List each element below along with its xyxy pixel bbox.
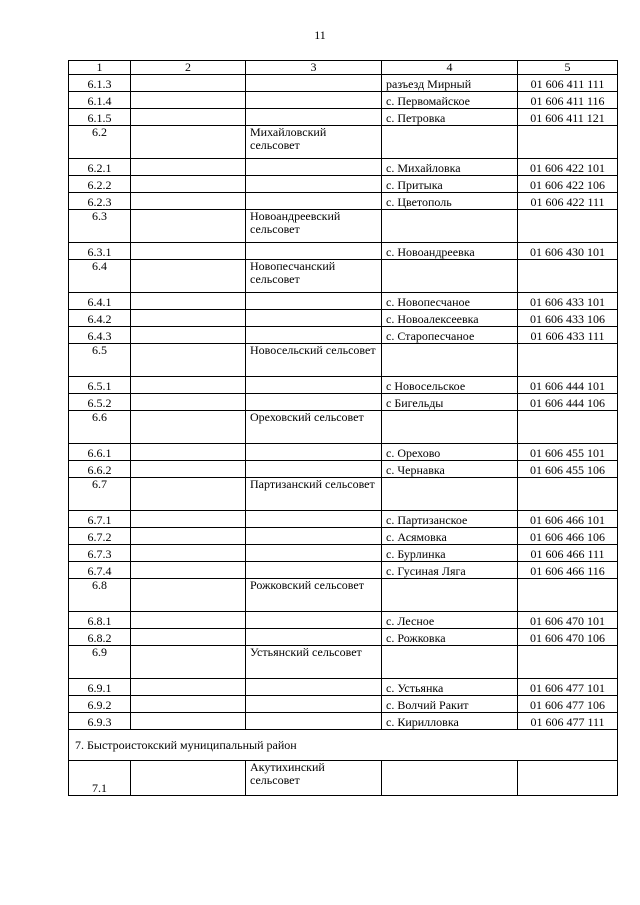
cell-empty bbox=[246, 75, 382, 92]
oktmo-code: 01 606 430 101 bbox=[518, 243, 618, 260]
cell-empty bbox=[131, 310, 246, 327]
table-body bbox=[69, 75, 618, 796]
table-row bbox=[69, 344, 618, 377]
oktmo-code: 01 606 477 106 bbox=[518, 696, 618, 713]
cell-empty bbox=[131, 545, 246, 562]
table-row bbox=[69, 293, 618, 310]
cell-empty bbox=[131, 327, 246, 344]
column-header-5: 5 bbox=[518, 61, 618, 75]
cell-empty bbox=[131, 377, 246, 394]
row-number: 6.7 bbox=[69, 478, 131, 511]
cell-empty bbox=[246, 679, 382, 696]
cell-empty bbox=[246, 377, 382, 394]
row-number: 6.2.2 bbox=[69, 176, 131, 193]
cell-empty bbox=[246, 461, 382, 478]
cell-empty bbox=[246, 528, 382, 545]
settlement-name: с. Рожковка bbox=[382, 629, 518, 646]
table-row bbox=[69, 696, 618, 713]
table-row bbox=[69, 210, 618, 243]
oktmo-code: 01 606 433 101 bbox=[518, 293, 618, 310]
cell-empty bbox=[246, 545, 382, 562]
oktmo-code: 01 606 470 106 bbox=[518, 629, 618, 646]
cell-empty bbox=[131, 679, 246, 696]
district-heading: 7. Быстроистокский муниципальный район bbox=[69, 730, 618, 761]
cell-empty bbox=[131, 126, 246, 159]
cell-empty bbox=[518, 126, 618, 159]
settlement-name: с. Чернавка bbox=[382, 461, 518, 478]
table-row bbox=[69, 243, 618, 260]
row-number: 6.8 bbox=[69, 579, 131, 612]
table-row bbox=[69, 679, 618, 696]
cell-empty bbox=[131, 394, 246, 411]
table-row bbox=[69, 176, 618, 193]
council-name: Ореховский сельсовет bbox=[246, 411, 382, 444]
row-number: 6.4.1 bbox=[69, 293, 131, 310]
cell-empty bbox=[382, 646, 518, 679]
table-row bbox=[69, 461, 618, 478]
row-number: 6.6.2 bbox=[69, 461, 131, 478]
cell-empty bbox=[518, 411, 618, 444]
table-row bbox=[69, 109, 618, 126]
cell-empty bbox=[382, 344, 518, 377]
table-row bbox=[69, 193, 618, 210]
cell-empty bbox=[131, 75, 246, 92]
council-name: Новопесчанский сельсовет bbox=[246, 260, 382, 293]
column-header-3: 3 bbox=[246, 61, 382, 75]
table-row bbox=[69, 260, 618, 293]
cell-empty bbox=[246, 612, 382, 629]
cell-empty bbox=[131, 713, 246, 730]
oktmo-code: 01 606 433 111 bbox=[518, 327, 618, 344]
cell-empty bbox=[246, 109, 382, 126]
settlement-name: с. Бурлинка bbox=[382, 545, 518, 562]
column-header-1: 1 bbox=[69, 61, 131, 75]
column-header-2: 2 bbox=[131, 61, 246, 75]
settlement-name: с. Орехово bbox=[382, 444, 518, 461]
cell-empty bbox=[131, 562, 246, 579]
cell-empty bbox=[382, 411, 518, 444]
oktmo-code: 01 606 444 106 bbox=[518, 394, 618, 411]
row-number: 6.9.1 bbox=[69, 679, 131, 696]
cell-empty bbox=[246, 243, 382, 260]
council-name: Михайловский сельсовет bbox=[246, 126, 382, 159]
cell-empty bbox=[518, 761, 618, 796]
settlement-name: с. Цветополь bbox=[382, 193, 518, 210]
cell-empty bbox=[246, 629, 382, 646]
council-name: Акутихинский сельсовет bbox=[246, 761, 382, 796]
row-number: 6.9.2 bbox=[69, 696, 131, 713]
oktmo-code: 01 606 422 106 bbox=[518, 176, 618, 193]
row-number: 6.7.4 bbox=[69, 562, 131, 579]
cell-empty bbox=[382, 579, 518, 612]
row-number: 6.7.2 bbox=[69, 528, 131, 545]
council-name: Устьянский сельсовет bbox=[246, 646, 382, 679]
table-row bbox=[69, 327, 618, 344]
row-number: 6.5 bbox=[69, 344, 131, 377]
row-number: 6.2.3 bbox=[69, 193, 131, 210]
table-row bbox=[69, 562, 618, 579]
cell-empty bbox=[246, 713, 382, 730]
settlement-name: с. Гусиная Ляга bbox=[382, 562, 518, 579]
oktmo-code: 01 606 455 106 bbox=[518, 461, 618, 478]
table-row bbox=[69, 310, 618, 327]
settlement-name: с. Асямовка bbox=[382, 528, 518, 545]
row-number: 6.8.2 bbox=[69, 629, 131, 646]
row-number: 6.1.5 bbox=[69, 109, 131, 126]
table-row bbox=[69, 761, 618, 796]
settlement-name: с. Новоалексеевка bbox=[382, 310, 518, 327]
table-row bbox=[69, 377, 618, 394]
cell-empty bbox=[246, 310, 382, 327]
oktmo-code: 01 606 470 101 bbox=[518, 612, 618, 629]
oktmo-code: 01 606 422 111 bbox=[518, 193, 618, 210]
council-name: Новоандреевский сельсовет bbox=[246, 210, 382, 243]
cell-empty bbox=[518, 646, 618, 679]
row-number: 6.7.1 bbox=[69, 511, 131, 528]
settlement-name: с. Новопесчаное bbox=[382, 293, 518, 310]
oktmo-code: 01 606 433 106 bbox=[518, 310, 618, 327]
column-header-4: 4 bbox=[382, 61, 518, 75]
classifier-table bbox=[68, 60, 618, 796]
cell-empty bbox=[382, 210, 518, 243]
cell-empty bbox=[518, 210, 618, 243]
settlement-name: с. Волчий Ракит bbox=[382, 696, 518, 713]
cell-empty bbox=[382, 478, 518, 511]
row-number: 6.2 bbox=[69, 126, 131, 159]
cell-empty bbox=[382, 260, 518, 293]
row-number: 6.3.1 bbox=[69, 243, 131, 260]
row-number: 7.1 bbox=[69, 761, 131, 796]
table-row bbox=[69, 646, 618, 679]
cell-empty bbox=[246, 562, 382, 579]
cell-empty bbox=[246, 511, 382, 528]
oktmo-code: 01 606 411 121 bbox=[518, 109, 618, 126]
settlement-name: разъезд Мирный bbox=[382, 75, 518, 92]
oktmo-code: 01 606 444 101 bbox=[518, 377, 618, 394]
cell-empty bbox=[131, 260, 246, 293]
cell-empty bbox=[246, 159, 382, 176]
cell-empty bbox=[131, 344, 246, 377]
row-number: 6.1.3 bbox=[69, 75, 131, 92]
oktmo-code: 01 606 466 101 bbox=[518, 511, 618, 528]
cell-empty bbox=[518, 478, 618, 511]
cell-empty bbox=[246, 327, 382, 344]
settlement-name: с Бигельды bbox=[382, 394, 518, 411]
cell-empty bbox=[131, 176, 246, 193]
row-number: 6.6 bbox=[69, 411, 131, 444]
cell-empty bbox=[131, 293, 246, 310]
cell-empty bbox=[131, 511, 246, 528]
oktmo-code: 01 606 466 116 bbox=[518, 562, 618, 579]
council-name: Рожковский сельсовет bbox=[246, 579, 382, 612]
cell-empty bbox=[246, 92, 382, 109]
oktmo-code: 01 606 477 101 bbox=[518, 679, 618, 696]
cell-empty bbox=[131, 444, 246, 461]
row-number: 6.6.1 bbox=[69, 444, 131, 461]
table-row bbox=[69, 612, 618, 629]
cell-empty bbox=[131, 696, 246, 713]
table-row bbox=[69, 730, 618, 761]
row-number: 6.4 bbox=[69, 260, 131, 293]
settlement-name: с Новосельское bbox=[382, 377, 518, 394]
row-number: 6.4.2 bbox=[69, 310, 131, 327]
settlement-name: с. Первомайское bbox=[382, 92, 518, 109]
table-row bbox=[69, 159, 618, 176]
cell-empty bbox=[131, 210, 246, 243]
table-row bbox=[69, 478, 618, 511]
settlement-name: с. Михайловка bbox=[382, 159, 518, 176]
cell-empty bbox=[518, 344, 618, 377]
cell-empty bbox=[131, 528, 246, 545]
page-number: 11 bbox=[314, 28, 326, 42]
cell-empty bbox=[246, 176, 382, 193]
table-row bbox=[69, 92, 618, 109]
settlement-name: с. Лесное bbox=[382, 612, 518, 629]
cell-empty bbox=[246, 394, 382, 411]
settlement-name: с. Кирилловка bbox=[382, 713, 518, 730]
oktmo-code: 01 606 411 111 bbox=[518, 75, 618, 92]
cell-empty bbox=[131, 92, 246, 109]
table-row bbox=[69, 713, 618, 730]
table-row bbox=[69, 444, 618, 461]
settlement-name: с. Партизанское bbox=[382, 511, 518, 528]
row-number: 6.5.2 bbox=[69, 394, 131, 411]
cell-empty bbox=[131, 461, 246, 478]
row-number: 6.7.3 bbox=[69, 545, 131, 562]
row-number: 6.9 bbox=[69, 646, 131, 679]
table-row bbox=[69, 545, 618, 562]
oktmo-code: 01 606 477 111 bbox=[518, 713, 618, 730]
table-row bbox=[69, 629, 618, 646]
row-number: 6.1.4 bbox=[69, 92, 131, 109]
row-number: 6.2.1 bbox=[69, 159, 131, 176]
cell-empty bbox=[518, 579, 618, 612]
oktmo-code: 01 606 422 101 bbox=[518, 159, 618, 176]
table-row bbox=[69, 579, 618, 612]
cell-empty bbox=[131, 243, 246, 260]
row-number: 6.4.3 bbox=[69, 327, 131, 344]
cell-empty bbox=[131, 159, 246, 176]
settlement-name: с. Новоандреевка bbox=[382, 243, 518, 260]
council-name: Новосельский сельсовет bbox=[246, 344, 382, 377]
row-number: 6.9.3 bbox=[69, 713, 131, 730]
settlement-name: с. Старопесчаное bbox=[382, 327, 518, 344]
table-row bbox=[69, 411, 618, 444]
cell-empty bbox=[382, 761, 518, 796]
row-number: 6.5.1 bbox=[69, 377, 131, 394]
row-number: 6.8.1 bbox=[69, 612, 131, 629]
cell-empty bbox=[131, 761, 246, 796]
table-row bbox=[69, 511, 618, 528]
table-row bbox=[69, 528, 618, 545]
cell-empty bbox=[246, 444, 382, 461]
settlement-name: с. Притыка bbox=[382, 176, 518, 193]
cell-empty bbox=[131, 478, 246, 511]
settlement-name: с. Устьянка bbox=[382, 679, 518, 696]
cell-empty bbox=[131, 579, 246, 612]
cell-empty bbox=[131, 193, 246, 210]
council-name: Партизанский сельсовет bbox=[246, 478, 382, 511]
oktmo-code: 01 606 411 116 bbox=[518, 92, 618, 109]
table-header-row bbox=[69, 61, 618, 75]
cell-empty bbox=[246, 696, 382, 713]
oktmo-code: 01 606 466 106 bbox=[518, 528, 618, 545]
cell-empty bbox=[131, 411, 246, 444]
table-row bbox=[69, 126, 618, 159]
oktmo-code: 01 606 466 111 bbox=[518, 545, 618, 562]
cell-empty bbox=[131, 629, 246, 646]
table-row bbox=[69, 75, 618, 92]
cell-empty bbox=[131, 109, 246, 126]
cell-empty bbox=[246, 193, 382, 210]
table-row bbox=[69, 394, 618, 411]
cell-empty bbox=[518, 260, 618, 293]
cell-empty bbox=[382, 126, 518, 159]
row-number: 6.3 bbox=[69, 210, 131, 243]
oktmo-code: 01 606 455 101 bbox=[518, 444, 618, 461]
settlement-name: с. Петровка bbox=[382, 109, 518, 126]
cell-empty bbox=[246, 293, 382, 310]
cell-empty bbox=[131, 646, 246, 679]
cell-empty bbox=[131, 612, 246, 629]
